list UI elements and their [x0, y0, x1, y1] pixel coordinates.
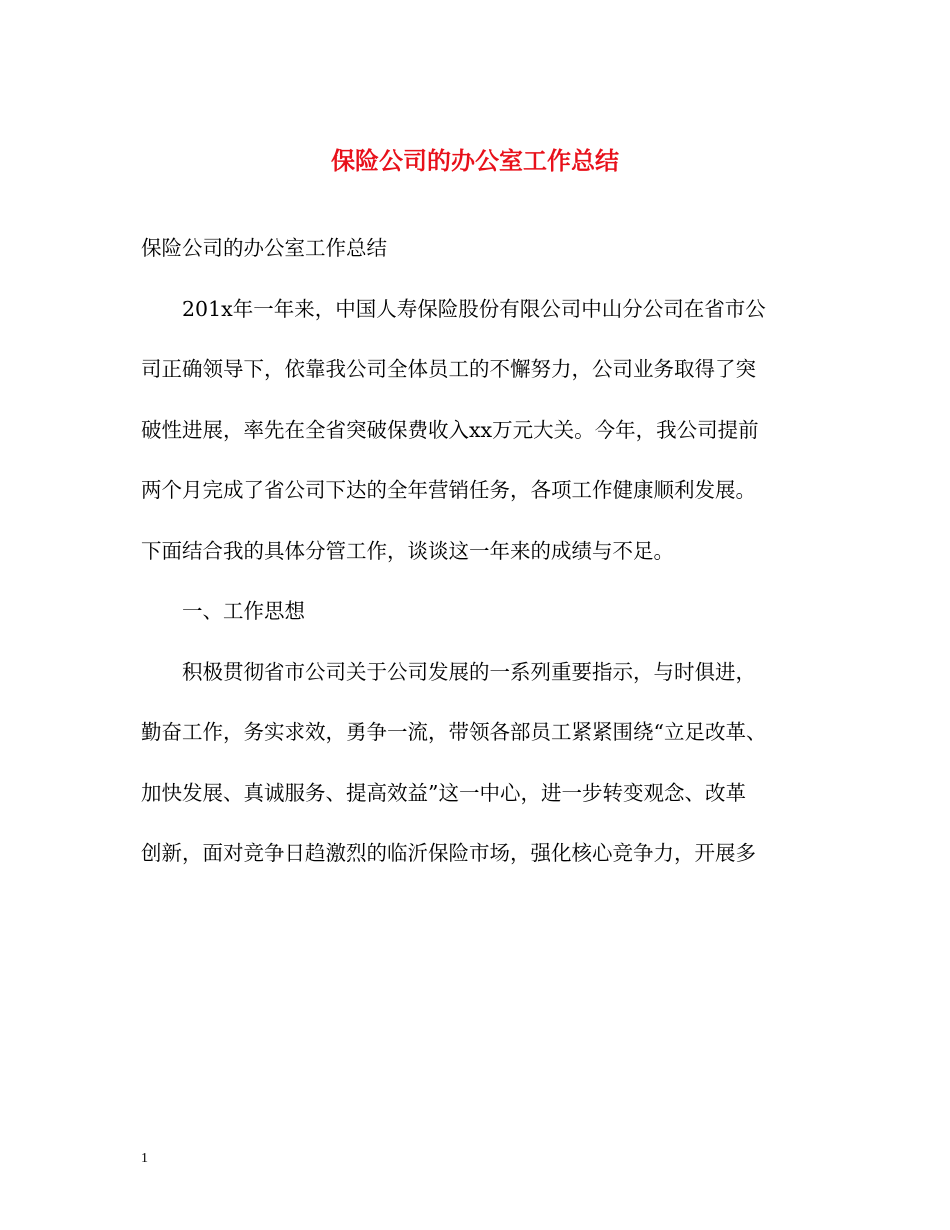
body-line: 积极贯彻省市公司关于公司发展的一系列重要指示，与时俱进， — [182, 659, 756, 684]
body-line: 加快发展、真诚服务、提高效益”这一中心，进一步转变观念、改革 — [141, 780, 746, 805]
page-number: 1 — [141, 1151, 148, 1166]
body-line: 司正确领导下，依靠我公司全体员工的不懈努力，公司业务取得了突 — [141, 357, 756, 381]
body-line: 勤奋工作，务实求效，勇争一流，带领各部员工紧紧围绕“立足改革、 — [141, 720, 767, 744]
body-line: 201x年一年来，中国人寿保险股份有限公司中山分公司在省市公 — [182, 296, 766, 321]
document-body — [141, 228, 821, 894]
document-title: 保险公司的办公室工作总结 — [331, 146, 619, 175]
body-line: 保险公司的办公室工作总结 — [141, 236, 387, 260]
body-line: 创新，面对竞争日趋激烈的临沂保险市场，强化核心竞争力，开展多 — [141, 841, 756, 865]
body-line: 破性进展，率先在全省突破保费收入xx万元大关。今年，我公司提前 — [141, 417, 759, 442]
section-heading: 一、工作思想 — [182, 599, 305, 623]
body-line: 下面结合我的具体分管工作，谈谈这一年来的成绩与不足。 — [141, 538, 674, 563]
body-line: 两个月完成了省公司下达的全年营销任务，各项工作健康顺利发展。 — [141, 478, 756, 502]
